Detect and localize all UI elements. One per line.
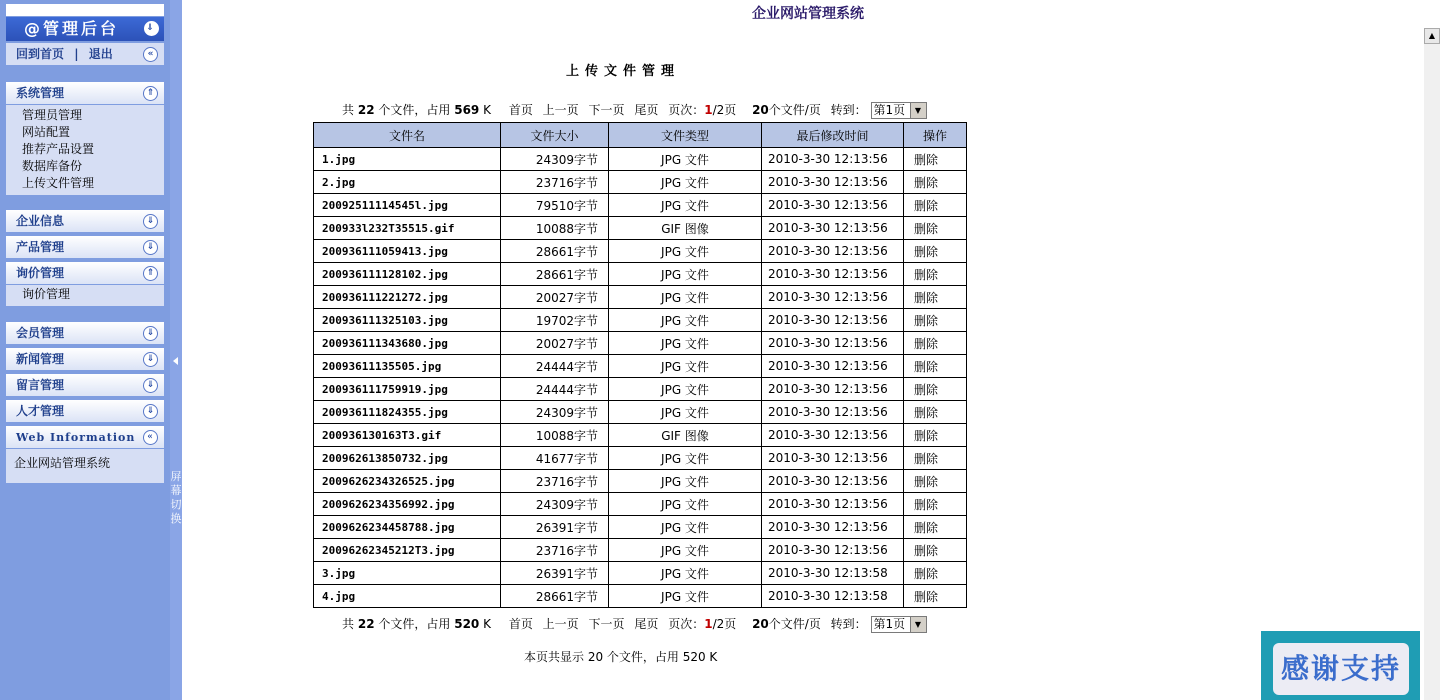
column-header-size: 文件大小	[501, 123, 609, 148]
sidebar-item-recommend[interactable]: 推荐产品设置	[22, 142, 95, 156]
file-size-cell: 19702字节	[501, 309, 609, 332]
delete-link[interactable]: 删除	[904, 240, 967, 263]
page-select[interactable]	[871, 616, 927, 633]
nav-section-web-info-body	[6, 449, 164, 483]
page-select-value: 第1页	[873, 103, 906, 117]
chevron-down-double-icon[interactable]: ⇓	[143, 240, 158, 255]
per-page-count: 20	[752, 617, 769, 631]
pager-prev[interactable]: 上一页	[542, 617, 579, 631]
file-type-cell: JPG 文件	[609, 562, 762, 585]
file-size-cell: 24309字节	[501, 401, 609, 424]
file-size-cell: 10088字节	[501, 217, 609, 240]
file-size-cell: 23716字节	[501, 171, 609, 194]
chevron-down-double-icon[interactable]: ⇓	[144, 21, 159, 36]
nav-section-title: 会员管理	[16, 326, 65, 340]
file-modified-cell: 2010-3-30 12:13:56	[762, 470, 904, 493]
delete-link[interactable]: 删除	[904, 194, 967, 217]
file-name-cell: 1.jpg	[314, 148, 501, 171]
page-select[interactable]	[871, 102, 927, 119]
nav-section-title: 人才管理	[16, 404, 65, 418]
delete-link[interactable]: 删除	[904, 470, 967, 493]
page-title: 上传文件管理	[566, 64, 681, 79]
file-modified-cell: 2010-3-30 12:13:56	[762, 194, 904, 217]
file-size-cell: 41677字节	[501, 447, 609, 470]
table-row	[314, 585, 967, 608]
size-unit: K	[483, 617, 491, 631]
pager-files-text: 个文件，占用	[378, 103, 451, 117]
sidebar-item-db-backup[interactable]: 数据库备份	[22, 159, 83, 173]
file-name-cell: 200936111325103.jpg	[314, 309, 501, 332]
table-row	[314, 470, 967, 493]
page-select-value: 第1页	[873, 617, 906, 631]
delete-link[interactable]: 删除	[904, 516, 967, 539]
current-page: 1	[704, 103, 713, 117]
logout-link[interactable]: 退出	[88, 47, 113, 61]
sidebar-item-upload-files[interactable]: 上传文件管理	[22, 176, 95, 190]
file-type-cell: GIF 图像	[609, 424, 762, 447]
delete-link[interactable]: 删除	[904, 171, 967, 194]
file-size-cell: 20027字节	[501, 332, 609, 355]
table-row	[314, 217, 967, 240]
link-separator: |	[74, 47, 79, 61]
file-type-cell: JPG 文件	[609, 171, 762, 194]
column-header-type: 文件类型	[609, 123, 762, 148]
file-type-cell: JPG 文件	[609, 240, 762, 263]
table-row	[314, 539, 967, 562]
delete-link[interactable]: 删除	[904, 355, 967, 378]
nav-section-company[interactable]	[6, 210, 164, 232]
chevron-down-double-icon[interactable]: ⇓	[143, 378, 158, 393]
triangle-left-icon[interactable]	[173, 357, 178, 365]
file-modified-cell: 2010-3-30 12:13:56	[762, 332, 904, 355]
file-modified-cell: 2010-3-30 12:13:56	[762, 355, 904, 378]
sidebar-brand	[6, 17, 164, 41]
file-name-cell: 200936111343680.jpg	[314, 332, 501, 355]
nav-section-title: 询价管理	[16, 266, 65, 280]
chevron-left-double-icon[interactable]: «	[143, 430, 158, 445]
file-name-cell: 200936111824355.jpg	[314, 401, 501, 424]
sidebar	[0, 0, 170, 700]
file-name-cell: 200962613850732.jpg	[314, 447, 501, 470]
per-page-text: 个文件/页	[768, 103, 821, 117]
file-name-cell: 200936111221272.jpg	[314, 286, 501, 309]
file-modified-cell: 2010-3-30 12:13:56	[762, 539, 904, 562]
pager-top	[342, 100, 927, 120]
sidebar-item-inquiry[interactable]: 询价管理	[22, 287, 71, 301]
chevron-down-double-icon[interactable]: ⇓	[143, 404, 158, 419]
sidebar-item-site-config[interactable]: 网站配置	[22, 125, 71, 139]
file-size-cell: 28661字节	[501, 263, 609, 286]
delete-link[interactable]: 删除	[904, 493, 967, 516]
file-modified-cell: 2010-3-30 12:13:58	[762, 585, 904, 608]
vertical-scrollbar[interactable]	[1424, 28, 1440, 700]
file-modified-cell: 2010-3-30 12:13:56	[762, 493, 904, 516]
file-type-cell: JPG 文件	[609, 516, 762, 539]
pager-first[interactable]: 首页	[508, 103, 533, 117]
file-name-cell: 20092511114545l.jpg	[314, 194, 501, 217]
nav-section-messages[interactable]	[6, 374, 164, 396]
nav-section-inquiry[interactable]	[6, 262, 164, 284]
chevron-down-icon[interactable]: ▼	[910, 103, 926, 118]
nav-section-news[interactable]	[6, 348, 164, 370]
pager-prev[interactable]: 上一页	[542, 103, 579, 117]
file-name-cell: 20093611135505.jpg	[314, 355, 501, 378]
file-size-cell: 28661字节	[501, 240, 609, 263]
table-row	[314, 240, 967, 263]
nav-section-title: 产品管理	[16, 240, 65, 254]
chevron-up-double-icon[interactable]: ⇑	[143, 86, 158, 101]
table-row	[314, 562, 967, 585]
file-size-cell: 28661字节	[501, 585, 609, 608]
file-name-cell: 200936130163T3.gif	[314, 424, 501, 447]
file-name-cell: 200933l232T35515.gif	[314, 217, 501, 240]
nav-section-web-info[interactable]	[6, 426, 164, 448]
column-header-modified: 最后修改时间	[762, 123, 904, 148]
file-modified-cell: 2010-3-30 12:13:56	[762, 171, 904, 194]
delete-link[interactable]: 删除	[904, 424, 967, 447]
chevron-down-icon[interactable]: ▼	[910, 617, 926, 632]
delete-link[interactable]: 删除	[904, 309, 967, 332]
file-size-cell: 24309字节	[501, 493, 609, 516]
file-modified-cell: 2010-3-30 12:13:56	[762, 447, 904, 470]
goto-label: 转到：	[830, 103, 867, 117]
delete-link[interactable]: 删除	[904, 148, 967, 171]
file-type-cell: JPG 文件	[609, 378, 762, 401]
delete-link[interactable]: 删除	[904, 332, 967, 355]
file-count: 22	[357, 103, 375, 117]
table-row	[314, 401, 967, 424]
table-row	[314, 447, 967, 470]
file-type-cell: JPG 文件	[609, 401, 762, 424]
file-size-cell: 23716字节	[501, 470, 609, 493]
file-modified-cell: 2010-3-30 12:13:56	[762, 240, 904, 263]
delete-link[interactable]: 删除	[904, 447, 967, 470]
file-name-cell: 200936111128102.jpg	[314, 263, 501, 286]
file-modified-cell: 2010-3-30 12:13:56	[762, 286, 904, 309]
per-page-text: 个文件/页	[768, 617, 821, 631]
file-table	[313, 122, 967, 608]
page-label: 页次：	[668, 617, 705, 631]
table-row	[314, 378, 967, 401]
nav-section-talent[interactable]	[6, 400, 164, 422]
home-link[interactable]: 回到首页	[16, 47, 65, 61]
delete-link[interactable]: 删除	[904, 562, 967, 585]
table-row	[314, 148, 967, 171]
delete-link[interactable]: 删除	[904, 539, 967, 562]
table-row	[314, 516, 967, 539]
file-name-cell: 2.jpg	[314, 171, 501, 194]
chevron-down-double-icon[interactable]: ⇓	[143, 352, 158, 367]
file-modified-cell: 2010-3-30 12:13:56	[762, 263, 904, 286]
file-size-cell: 24444字节	[501, 378, 609, 401]
page-summary: 本页共显示 20 个文件，占用 520 K	[524, 650, 718, 664]
nav-section-inquiry-items	[6, 285, 164, 306]
page-label: 页次：	[668, 103, 705, 117]
total-pages: /2页	[712, 617, 737, 631]
nav-section-title: 新闻管理	[16, 352, 65, 366]
chevron-down-double-icon[interactable]: ⇓	[143, 326, 158, 341]
file-name-cell: 2009626234356992.jpg	[314, 493, 501, 516]
file-type-cell: JPG 文件	[609, 539, 762, 562]
file-type-cell: JPG 文件	[609, 286, 762, 309]
chevron-up-double-icon[interactable]: ⇑	[143, 266, 158, 281]
pager-prefix: 共	[342, 617, 355, 631]
file-modified-cell: 2010-3-30 12:13:56	[762, 148, 904, 171]
sidebar-links	[6, 43, 164, 65]
table-row	[314, 493, 967, 516]
file-table-body	[314, 148, 967, 608]
nav-section-products[interactable]	[6, 236, 164, 258]
nav-section-members[interactable]	[6, 322, 164, 344]
nav-section-title: 留言管理	[16, 378, 65, 392]
brand-title: @管理后台	[24, 19, 120, 38]
file-modified-cell: 2010-3-30 12:13:56	[762, 217, 904, 240]
screen-toggle-label[interactable]	[170, 470, 182, 526]
delete-link[interactable]: 删除	[904, 585, 967, 608]
nav-section-title: 企业信息	[16, 214, 65, 228]
pager-last[interactable]: 尾页	[634, 617, 659, 631]
table-header-row	[314, 123, 967, 148]
table-row	[314, 263, 967, 286]
pager-files-text: 个文件，占用	[378, 617, 451, 631]
file-count: 22	[357, 617, 375, 631]
file-size-cell: 24444字节	[501, 355, 609, 378]
file-type-cell: JPG 文件	[609, 194, 762, 217]
file-size-cell: 23716字节	[501, 539, 609, 562]
file-name-cell: 3.jpg	[314, 562, 501, 585]
file-size-cell: 26391字节	[501, 516, 609, 539]
table-row	[314, 309, 967, 332]
file-type-cell: JPG 文件	[609, 309, 762, 332]
delete-link[interactable]: 删除	[904, 263, 967, 286]
main-content	[182, 0, 1424, 700]
column-header-filename: 文件名	[314, 123, 501, 148]
sidebar-top-strip	[6, 4, 164, 16]
triangle-up-icon[interactable]: ▲	[1424, 28, 1440, 44]
file-type-cell: JPG 文件	[609, 355, 762, 378]
delete-link[interactable]: 删除	[904, 378, 967, 401]
file-name-cell: 200936111759919.jpg	[314, 378, 501, 401]
nav-section-title: Web Information	[16, 431, 136, 444]
per-page-count: 20	[752, 103, 769, 117]
file-size-cell: 79510字节	[501, 194, 609, 217]
file-type-cell: JPG 文件	[609, 148, 762, 171]
delete-link[interactable]: 删除	[904, 217, 967, 240]
file-modified-cell: 2010-3-30 12:13:56	[762, 378, 904, 401]
file-name-cell: 4.jpg	[314, 585, 501, 608]
thanks-badge	[1261, 631, 1420, 700]
pager-last[interactable]: 尾页	[634, 103, 659, 117]
nav-section-title: 系统管理	[16, 86, 65, 100]
delete-link[interactable]: 删除	[904, 286, 967, 309]
pager-next[interactable]: 下一页	[588, 617, 625, 631]
table-row	[314, 424, 967, 447]
app-title: 企业网站管理系统	[752, 6, 864, 22]
table-row	[314, 286, 967, 309]
pager-prefix: 共	[342, 103, 355, 117]
screen-toggle-text: 屏幕切换	[170, 470, 182, 525]
current-page: 1	[704, 617, 713, 631]
file-modified-cell: 2010-3-30 12:13:58	[762, 562, 904, 585]
file-name-cell: 20096262345212T3.jpg	[314, 539, 501, 562]
total-pages: /2页	[712, 103, 737, 117]
total-size: 569	[454, 103, 480, 117]
table-row	[314, 194, 967, 217]
file-modified-cell: 2010-3-30 12:13:56	[762, 401, 904, 424]
delete-link[interactable]: 删除	[904, 401, 967, 424]
file-name-cell: 200936111059413.jpg	[314, 240, 501, 263]
file-name-cell: 2009626234326525.jpg	[314, 470, 501, 493]
total-size: 520	[454, 617, 480, 631]
goto-label: 转到：	[830, 617, 867, 631]
file-type-cell: JPG 文件	[609, 447, 762, 470]
web-info-text: 企业网站管理系统	[14, 456, 111, 470]
chevron-left-double-icon[interactable]: «	[143, 47, 158, 62]
file-type-cell: JPG 文件	[609, 470, 762, 493]
thanks-badge-text: 感谢支持	[1273, 643, 1409, 695]
file-size-cell: 26391字节	[501, 562, 609, 585]
table-row	[314, 355, 967, 378]
pager-next[interactable]: 下一页	[588, 103, 625, 117]
file-type-cell: JPG 文件	[609, 585, 762, 608]
chevron-down-double-icon[interactable]: ⇓	[143, 214, 158, 229]
file-name-cell: 2009626234458788.jpg	[314, 516, 501, 539]
file-size-cell: 10088字节	[501, 424, 609, 447]
nav-section-system[interactable]	[6, 82, 164, 104]
file-modified-cell: 2010-3-30 12:13:56	[762, 516, 904, 539]
column-header-action: 操作	[904, 123, 967, 148]
table-row	[314, 171, 967, 194]
sidebar-item-admin[interactable]: 管理员管理	[22, 108, 83, 122]
file-type-cell: JPG 文件	[609, 493, 762, 516]
table-row	[314, 332, 967, 355]
file-modified-cell: 2010-3-30 12:13:56	[762, 424, 904, 447]
pager-bottom	[342, 614, 927, 634]
file-modified-cell: 2010-3-30 12:13:56	[762, 309, 904, 332]
file-type-cell: JPG 文件	[609, 332, 762, 355]
pager-first[interactable]: 首页	[508, 617, 533, 631]
file-type-cell: GIF 图像	[609, 217, 762, 240]
file-type-cell: JPG 文件	[609, 263, 762, 286]
size-unit: K	[483, 103, 491, 117]
screen-toggle-bar[interactable]	[170, 0, 182, 700]
file-size-cell: 24309字节	[501, 148, 609, 171]
file-size-cell: 20027字节	[501, 286, 609, 309]
nav-section-system-items	[6, 105, 164, 195]
